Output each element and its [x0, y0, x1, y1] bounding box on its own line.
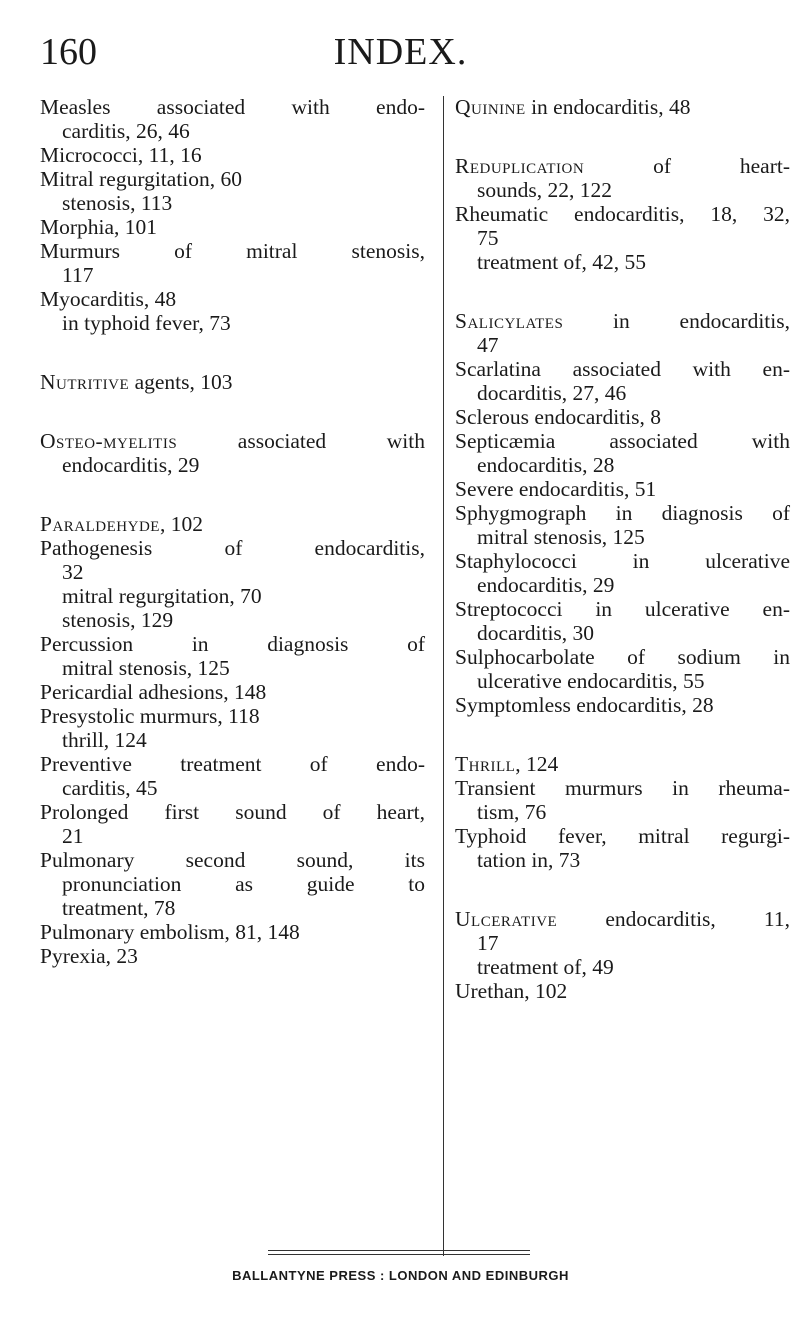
- index-entry: [455, 477, 790, 501]
- index-line: [40, 536, 425, 560]
- column-divider: [443, 96, 444, 1256]
- index-line: [455, 931, 790, 955]
- index-text: Symptomless endocarditis, 28: [455, 693, 714, 717]
- index-headword: Quinine: [455, 95, 526, 119]
- index-text: Sulphocarbolate of sodium in: [455, 645, 790, 669]
- index-entry: [40, 848, 425, 920]
- index-line: [40, 512, 425, 536]
- index-text: Sphygmograph in diagnosis of: [455, 501, 790, 525]
- index-entry: [455, 202, 790, 250]
- index-entry: [40, 287, 425, 311]
- index-text: Morphia, 101: [40, 215, 158, 239]
- index-text: treatment, 78: [62, 896, 176, 920]
- index-line: [40, 872, 425, 896]
- index-line: [40, 656, 425, 680]
- index-subentry: [40, 728, 425, 752]
- index-subentry: [40, 191, 425, 215]
- index-subentry: [455, 250, 790, 274]
- index-text: 75: [477, 226, 499, 250]
- index-line: [455, 597, 790, 621]
- index-subentry: [40, 584, 425, 608]
- index-entry: [455, 645, 790, 693]
- index-entry: [455, 549, 790, 597]
- index-entry: [40, 632, 425, 680]
- index-section: [40, 95, 425, 335]
- index-text: carditis, 26, 46: [62, 119, 190, 143]
- index-entry: [40, 239, 425, 287]
- index-line: [455, 549, 790, 573]
- index-line: [40, 119, 425, 143]
- index-text: in typhoid fever, 73: [62, 311, 231, 335]
- index-text: Sclerous endocarditis, 8: [455, 405, 661, 429]
- index-line: [40, 824, 425, 848]
- index-text: Prolonged first sound of heart,: [40, 800, 425, 824]
- index-text: tation in, 73: [477, 848, 581, 872]
- index-text: Pulmonary second sound, its: [40, 848, 425, 872]
- index-text: associated with: [177, 429, 425, 453]
- index-section: [455, 907, 790, 1003]
- index-line: [455, 955, 790, 979]
- index-line: [40, 263, 425, 287]
- index-headword: Paraldehyde: [40, 512, 160, 536]
- index-line: [455, 477, 790, 501]
- index-text: Percussion in diagnosis of: [40, 632, 425, 656]
- index-headword: Osteo-myelitis: [40, 429, 178, 453]
- index-text: carditis, 45: [62, 776, 158, 800]
- index-line: [40, 632, 425, 656]
- index-text: , 124: [515, 752, 559, 776]
- index-line: [455, 178, 790, 202]
- index-text: docarditis, 27, 46: [477, 381, 627, 405]
- index-text: 17: [477, 931, 499, 955]
- index-text: agents, 103: [129, 370, 233, 394]
- index-line: [455, 824, 790, 848]
- index-line: [455, 429, 790, 453]
- index-text: Rheumatic endocarditis, 18, 32,: [455, 202, 790, 226]
- index-text: 117: [62, 263, 94, 287]
- index-entry: [455, 501, 790, 549]
- index-entry: [40, 800, 425, 848]
- index-text: Preventive treatment of endo-: [40, 752, 425, 776]
- index-entry: [40, 370, 425, 394]
- index-subentry: [40, 608, 425, 632]
- index-line: [455, 776, 790, 800]
- index-line: [455, 907, 790, 931]
- index-line: [455, 333, 790, 357]
- index-line: [455, 525, 790, 549]
- index-text: mitral regurgitation, 70: [62, 584, 262, 608]
- index-section: [455, 309, 790, 717]
- index-text: of heart-: [584, 154, 790, 178]
- index-text: Presystolic murmurs, 118: [40, 704, 260, 728]
- index-line: [40, 920, 425, 944]
- index-line: [455, 226, 790, 250]
- index-line: [40, 191, 425, 215]
- index-line: [455, 453, 790, 477]
- index-line: [455, 154, 790, 178]
- index-section: [455, 154, 790, 274]
- footer-rule: [268, 1250, 530, 1255]
- index-line: [455, 250, 790, 274]
- index-text: Pericardial adhesions, 148: [40, 680, 267, 704]
- index-entry: [40, 429, 425, 477]
- index-entry: [455, 357, 790, 405]
- index-entry: [40, 752, 425, 800]
- index-text: , 102: [159, 512, 203, 536]
- index-entry: [455, 597, 790, 645]
- index-entry: [455, 309, 790, 357]
- index-line: [40, 215, 425, 239]
- index-line: [40, 800, 425, 824]
- index-column-right: [455, 95, 790, 1038]
- index-text: mitral stenosis, 125: [477, 525, 645, 549]
- index-column-left: [40, 95, 425, 1003]
- index-text: Pulmonary embolism, 81, 148: [40, 920, 300, 944]
- index-line: [40, 896, 425, 920]
- index-entry: [455, 752, 790, 776]
- index-subentry: [40, 311, 425, 335]
- index-text: treatment of, 42, 55: [477, 250, 646, 274]
- index-line: [455, 501, 790, 525]
- index-text: endocarditis, 11,: [557, 907, 790, 931]
- index-line: [455, 645, 790, 669]
- index-entry: [455, 907, 790, 955]
- index-text: Pathogenesis of endocarditis,: [40, 536, 425, 560]
- index-line: [455, 405, 790, 429]
- index-line: [455, 621, 790, 645]
- page-title: INDEX.: [333, 31, 468, 73]
- index-entry: [455, 95, 790, 119]
- index-headword: Nutritive: [40, 370, 130, 394]
- index-text: thrill, 124: [62, 728, 147, 752]
- index-text: in endocarditis, 48: [525, 95, 691, 119]
- index-text: Streptococci in ulcerative en-: [455, 597, 790, 621]
- index-line: [40, 752, 425, 776]
- index-section: [40, 512, 425, 968]
- index-entry: [455, 776, 790, 824]
- index-line: [455, 752, 790, 776]
- index-text: 32: [62, 560, 84, 584]
- index-line: [455, 309, 790, 333]
- index-entry: [455, 824, 790, 872]
- index-line: [455, 381, 790, 405]
- index-text: Severe endocarditis, 51: [455, 477, 657, 501]
- index-section: [455, 95, 790, 119]
- index-entry: [455, 429, 790, 477]
- index-headword: Thrill: [455, 752, 516, 776]
- index-text: tism, 76: [477, 800, 547, 824]
- index-entry: [40, 536, 425, 584]
- index-entry: [40, 680, 425, 704]
- index-text: Pyrexia, 23: [40, 944, 138, 968]
- index-entry: [40, 944, 425, 968]
- index-line: [40, 944, 425, 968]
- index-line: [40, 560, 425, 584]
- index-entry: [40, 920, 425, 944]
- index-section: [40, 370, 425, 394]
- index-text: sounds, 22, 122: [477, 178, 612, 202]
- index-line: [455, 669, 790, 693]
- index-line: [40, 429, 425, 453]
- index-text: Transient murmurs in rheuma-: [455, 776, 790, 800]
- index-text: pronunciation as guide to: [62, 872, 425, 896]
- index-entry: [455, 693, 790, 717]
- index-subentry: [455, 955, 790, 979]
- index-line: [40, 239, 425, 263]
- index-line: [40, 143, 425, 167]
- index-text: 21: [62, 824, 84, 848]
- index-text: endocarditis, 29: [477, 573, 615, 597]
- index-text: 47: [477, 333, 499, 357]
- index-line: [40, 848, 425, 872]
- index-text: stenosis, 113: [62, 191, 173, 215]
- index-text: Murmurs of mitral stenosis,: [40, 239, 425, 263]
- index-line: [455, 202, 790, 226]
- index-headword: Salicylates: [455, 309, 564, 333]
- index-text: Scarlatina associated with en-: [455, 357, 790, 381]
- index-line: [40, 776, 425, 800]
- index-line: [40, 704, 425, 728]
- index-entry: [40, 95, 425, 143]
- index-line: [40, 680, 425, 704]
- index-line: [40, 453, 425, 477]
- index-section: [40, 429, 425, 477]
- index-line: [455, 95, 790, 119]
- printer-imprint: BALLANTYNE PRESS : LONDON AND EDINBURGH: [232, 1268, 569, 1283]
- index-text: Micrococci, 11, 16: [40, 143, 202, 167]
- index-headword: Reduplication: [455, 154, 585, 178]
- index-text: Typhoid fever, mitral regurgi-: [455, 824, 790, 848]
- index-line: [40, 95, 425, 119]
- index-entry: [455, 405, 790, 429]
- index-text: endocarditis, 28: [477, 453, 615, 477]
- index-entry: [40, 215, 425, 239]
- index-headword: Ulcerative: [455, 907, 558, 931]
- index-text: endocarditis, 29: [62, 453, 200, 477]
- index-line: [40, 370, 425, 394]
- index-line: [40, 167, 425, 191]
- index-text: stenosis, 129: [62, 608, 174, 632]
- index-entry: [40, 167, 425, 191]
- page-number: 160: [40, 31, 97, 73]
- index-text: Mitral regurgitation, 60: [40, 167, 243, 191]
- index-text: Measles associated with endo-: [40, 95, 425, 119]
- index-line: [455, 693, 790, 717]
- index-entry: [455, 979, 790, 1003]
- index-text: Urethan, 102: [455, 979, 568, 1003]
- index-line: [455, 800, 790, 824]
- index-text: Staphylococci in ulcerative: [455, 549, 790, 573]
- index-line: [40, 608, 425, 632]
- index-line: [40, 287, 425, 311]
- index-text: mitral stenosis, 125: [62, 656, 230, 680]
- index-entry: [40, 143, 425, 167]
- index-line: [455, 848, 790, 872]
- index-entry: [40, 512, 425, 536]
- index-line: [455, 573, 790, 597]
- index-entry: [40, 704, 425, 728]
- index-text: ulcerative endocarditis, 55: [477, 669, 705, 693]
- index-line: [40, 584, 425, 608]
- index-line: [455, 979, 790, 1003]
- index-text: in endocarditis,: [563, 309, 790, 333]
- index-text: treatment of, 49: [477, 955, 614, 979]
- index-line: [455, 357, 790, 381]
- index-text: Myocarditis, 48: [40, 287, 177, 311]
- index-section: [455, 752, 790, 872]
- index-text: docarditis, 30: [477, 621, 595, 645]
- index-entry: [455, 154, 790, 202]
- index-line: [40, 311, 425, 335]
- index-line: [40, 728, 425, 752]
- index-text: Septicæmia associated with: [455, 429, 790, 453]
